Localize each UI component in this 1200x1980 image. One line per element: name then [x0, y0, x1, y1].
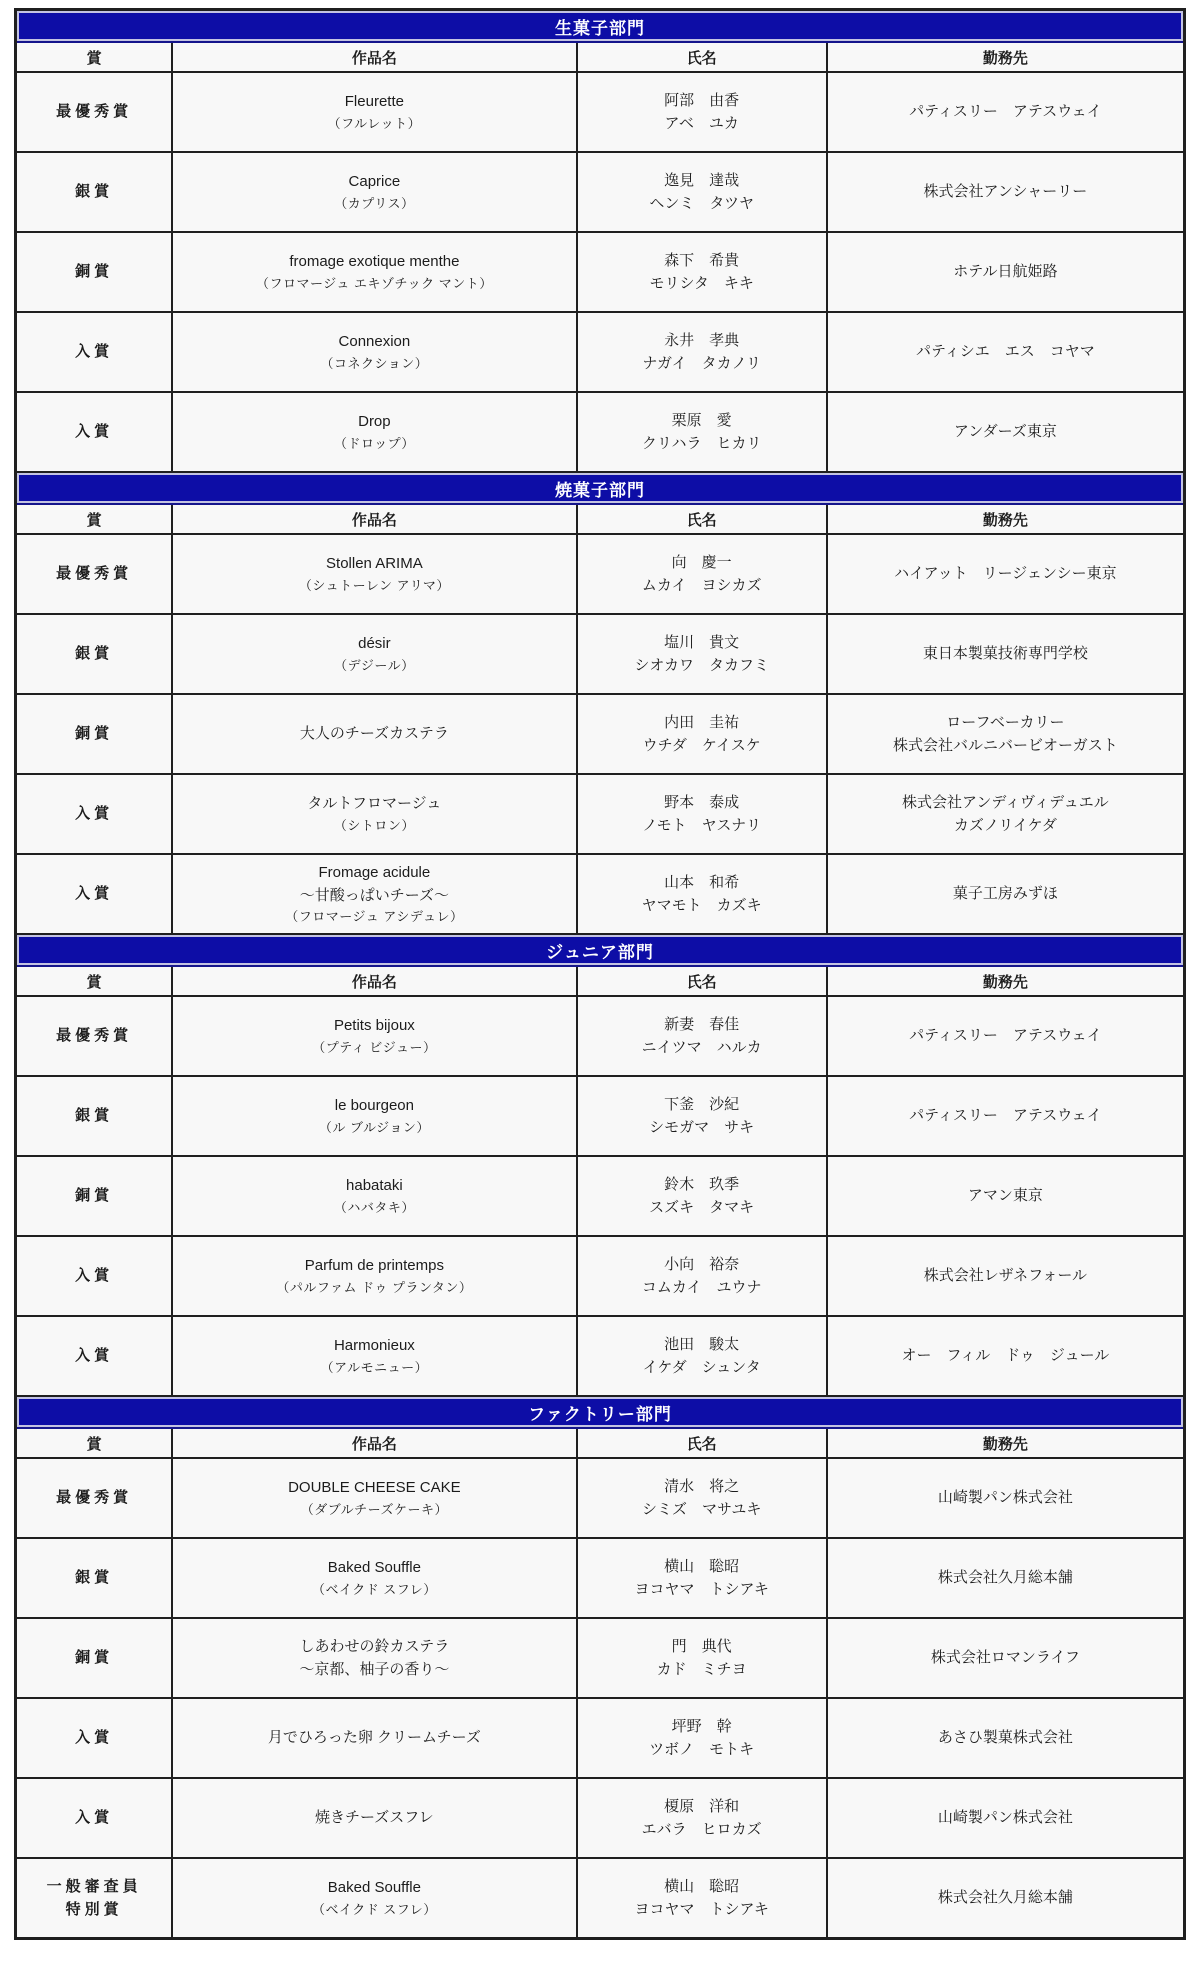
work-line: fromage exotique menthe	[289, 253, 460, 271]
award-line: 特別賞	[65, 1901, 123, 1918]
name-line: 小向 裕奈	[664, 1255, 740, 1273]
column-header-name: 氏名	[577, 966, 827, 996]
work-cell	[172, 152, 576, 232]
result-row	[16, 72, 1185, 152]
award-line: 銀賞	[75, 183, 114, 201]
employer-cell	[827, 996, 1185, 1076]
work-line: Drop	[358, 413, 391, 431]
column-header-row	[16, 42, 1185, 72]
employer-cell	[827, 1156, 1185, 1236]
result-row	[16, 1698, 1185, 1778]
award-line: 入賞	[75, 343, 114, 361]
name-line: エバラ ヒロカズ	[641, 1821, 762, 1838]
employer-cell	[827, 1858, 1185, 1939]
name-line: 池田 駿太	[664, 1335, 740, 1353]
work-line: 焼きチーズスフレ	[315, 1809, 434, 1827]
result-row	[16, 694, 1185, 774]
work-cell	[172, 1778, 576, 1858]
work-line: （ドロップ）	[333, 435, 415, 451]
work-line: （フロマージュ エキゾチック マント）	[255, 275, 493, 291]
name-cell	[577, 996, 827, 1076]
column-header-work: 作品名	[172, 1428, 576, 1458]
result-row	[16, 1458, 1185, 1538]
employer-cell	[827, 614, 1185, 694]
employer-line: ホテル日航姫路	[953, 263, 1058, 281]
employer-cell	[827, 854, 1185, 934]
employer-line: 山崎製パン株式会社	[937, 1489, 1073, 1507]
award-line: 入賞	[75, 805, 114, 823]
result-row	[16, 854, 1185, 934]
name-line: ニイツマ ハルカ	[641, 1039, 762, 1056]
work-cell	[172, 1076, 576, 1156]
name-cell	[577, 152, 827, 232]
name-cell	[577, 854, 827, 934]
work-line: （アルモニュー）	[320, 1359, 429, 1375]
name-line: アベ ユカ	[664, 115, 739, 132]
name-line: ナガイ タカノリ	[642, 355, 762, 372]
name-line: シオカワ タカフミ	[634, 657, 769, 674]
employer-line: 株式会社アンシャーリー	[923, 183, 1088, 201]
name-cell	[577, 1618, 827, 1698]
name-line: 新妻 春佳	[664, 1015, 740, 1033]
work-line: Baked Souffle	[327, 1879, 421, 1897]
name-line: 森下 希貴	[664, 251, 740, 269]
award-cell	[16, 1076, 173, 1156]
work-line: （ベイクド スフレ）	[311, 1581, 437, 1597]
work-cell	[172, 1538, 576, 1618]
column-header-row	[16, 966, 1185, 996]
employer-cell	[827, 72, 1185, 152]
name-line: クリハラ ヒカリ	[641, 435, 762, 452]
award-cell	[16, 1236, 173, 1316]
work-line: Parfum de printemps	[304, 1257, 444, 1275]
employer-cell	[827, 1458, 1185, 1538]
work-line: Petits bijoux	[333, 1017, 415, 1035]
award-cell	[16, 1156, 173, 1236]
award-cell	[16, 854, 173, 934]
work-line: désir	[358, 635, 391, 653]
result-row	[16, 1076, 1185, 1156]
work-cell	[172, 694, 576, 774]
column-header-employer: 勤務先	[827, 42, 1185, 72]
name-line: 阿部 由香	[664, 91, 740, 109]
award-cell	[16, 534, 173, 614]
name-line: コムカイ ユウナ	[641, 1279, 762, 1296]
award-line: 最優秀賞	[56, 1489, 133, 1507]
award-line: 入賞	[75, 885, 114, 903]
award-cell	[16, 1858, 173, 1939]
work-cell	[172, 774, 576, 854]
name-line: 逸見 達哉	[664, 171, 740, 189]
employer-line: ローフベーカリー	[946, 713, 1065, 731]
name-cell	[577, 774, 827, 854]
award-cell	[16, 1458, 173, 1538]
name-line: 向 慶一	[671, 553, 732, 571]
name-cell	[577, 392, 827, 472]
award-line: 最優秀賞	[56, 565, 133, 583]
name-cell	[577, 232, 827, 312]
work-line: Caprice	[348, 173, 401, 191]
work-line: （ダブルチーズケーキ）	[300, 1501, 449, 1517]
work-cell	[172, 614, 576, 694]
award-line: 最優秀賞	[56, 1027, 133, 1045]
result-row	[16, 1858, 1185, 1939]
award-cell	[16, 392, 173, 472]
employer-line: 菓子工房みずほ	[952, 885, 1058, 903]
name-line: 坪野 幹	[671, 1717, 732, 1735]
employer-line: 株式会社久月総本舗	[937, 1889, 1073, 1907]
award-cell	[16, 1698, 173, 1778]
result-row	[16, 774, 1185, 854]
work-line: le bourgeon	[334, 1097, 414, 1115]
section-header: ファクトリー部門	[16, 1396, 1185, 1428]
name-line: ムカイ ヨシカズ	[641, 577, 762, 594]
work-line: Connexion	[338, 333, 411, 351]
work-cell	[172, 312, 576, 392]
award-cell	[16, 232, 173, 312]
award-line: 銀賞	[75, 1107, 114, 1125]
award-cell	[16, 774, 173, 854]
work-line: （フルレット）	[327, 115, 422, 131]
work-line: Baked Souffle	[327, 1559, 421, 1577]
column-header-award: 賞	[16, 42, 173, 72]
name-cell	[577, 1156, 827, 1236]
work-line: DOUBLE CHEESE CAKE	[288, 1479, 461, 1497]
name-line: シモガマ サキ	[649, 1119, 755, 1136]
award-cell	[16, 72, 173, 152]
employer-line: パティスリー アテスウェイ	[909, 103, 1102, 121]
employer-cell	[827, 232, 1185, 312]
name-cell	[577, 1458, 827, 1538]
column-header-row	[16, 1428, 1185, 1458]
column-header-work: 作品名	[172, 42, 576, 72]
column-header-employer: 勤務先	[827, 966, 1185, 996]
award-line: 銀賞	[75, 645, 114, 663]
name-line: 永井 孝典	[664, 331, 740, 349]
award-cell	[16, 1538, 173, 1618]
work-cell	[172, 534, 576, 614]
result-row	[16, 534, 1185, 614]
result-row	[16, 614, 1185, 694]
work-line: （ベイクド スフレ）	[311, 1901, 437, 1917]
employer-line: カズノリイケダ	[953, 817, 1057, 834]
employer-cell	[827, 534, 1185, 614]
work-cell	[172, 1316, 576, 1396]
employer-cell	[827, 312, 1185, 392]
award-line: 最優秀賞	[56, 103, 133, 121]
name-line: ヨコヤマ トシアキ	[634, 1581, 769, 1598]
work-cell	[172, 1618, 576, 1698]
name-line: 下釜 沙紀	[664, 1095, 740, 1113]
employer-cell	[827, 1538, 1185, 1618]
name-line: 横山 聡昭	[664, 1557, 740, 1575]
name-cell	[577, 1858, 827, 1939]
name-line: モリシタ キキ	[649, 275, 754, 292]
work-line: （カプリス）	[334, 195, 415, 211]
work-cell	[172, 1156, 576, 1236]
employer-line: 株式会社久月総本舗	[937, 1569, 1073, 1587]
employer-cell	[827, 1076, 1185, 1156]
award-cell	[16, 614, 173, 694]
name-line: 鈴木 玖季	[664, 1175, 740, 1193]
award-line: 入賞	[75, 1809, 114, 1827]
work-cell	[172, 232, 576, 312]
result-row	[16, 996, 1185, 1076]
work-cell	[172, 392, 576, 472]
work-line: （シトロン）	[333, 817, 415, 833]
employer-line: オー フィル ドゥ ジュール	[901, 1347, 1110, 1365]
result-row	[16, 232, 1185, 312]
employer-line: 東日本製菓技術専門学校	[922, 645, 1088, 663]
column-header-award: 賞	[16, 966, 173, 996]
award-cell	[16, 694, 173, 774]
result-row	[16, 1538, 1185, 1618]
name-line: 栗原 愛	[671, 411, 732, 429]
name-line: 塩川 貴文	[664, 633, 740, 651]
employer-cell	[827, 1618, 1185, 1698]
award-line: 入賞	[75, 1267, 114, 1285]
work-cell	[172, 1858, 576, 1939]
award-line: 銅賞	[75, 1649, 114, 1667]
work-line: 大人のチーズカステラ	[299, 725, 449, 743]
column-header-work: 作品名	[172, 504, 576, 534]
result-row	[16, 1236, 1185, 1316]
work-line: 月でひろった卵 クリームチーズ	[267, 1729, 481, 1747]
employer-cell	[827, 1236, 1185, 1316]
result-row	[16, 1778, 1185, 1858]
work-line: （コネクション）	[320, 355, 429, 371]
result-row	[16, 1316, 1185, 1396]
result-row	[16, 1618, 1185, 1698]
name-line: ウチダ ケイスケ	[642, 737, 761, 754]
name-cell	[577, 1236, 827, 1316]
work-line: habataki	[346, 1177, 403, 1195]
employer-line: 株式会社バルニバービオーガスト	[893, 737, 1118, 754]
work-line: Fleurette	[344, 93, 404, 111]
name-line: ヘンミ タツヤ	[649, 195, 754, 212]
employer-line: 株式会社ロマンライフ	[930, 1649, 1080, 1667]
name-cell	[577, 614, 827, 694]
award-line: 入賞	[75, 1347, 114, 1365]
column-header-award: 賞	[16, 504, 173, 534]
work-line: タルトフロマージュ	[307, 795, 442, 813]
section-header: ジュニア部門	[16, 934, 1185, 966]
work-line: ～京都、柚子の香り～	[299, 1661, 450, 1678]
name-cell	[577, 1076, 827, 1156]
section-header: 焼菓子部門	[16, 472, 1185, 504]
name-cell	[577, 312, 827, 392]
employer-cell	[827, 1698, 1185, 1778]
award-cell	[16, 1316, 173, 1396]
name-line: 榎原 洋和	[664, 1797, 740, 1815]
employer-line: 株式会社レザネフォール	[923, 1267, 1088, 1285]
employer-line: パティシエ エス コヤマ	[915, 343, 1095, 361]
employer-line: アンダーズ東京	[953, 423, 1057, 441]
column-header-name: 氏名	[577, 504, 827, 534]
employer-line: アマン東京	[967, 1187, 1043, 1205]
employer-line: パティスリー アテスウェイ	[909, 1107, 1102, 1125]
employer-cell	[827, 1316, 1185, 1396]
work-line: （プティ ビジュー）	[312, 1039, 437, 1055]
work-cell	[172, 996, 576, 1076]
employer-line: あさひ製菓株式会社	[937, 1729, 1073, 1747]
name-cell	[577, 1538, 827, 1618]
work-line: （ハバタキ）	[333, 1199, 415, 1215]
work-cell	[172, 1236, 576, 1316]
name-cell	[577, 1698, 827, 1778]
name-line: カド ミチヨ	[656, 1661, 747, 1678]
employer-cell	[827, 694, 1185, 774]
column-header-award: 賞	[16, 1428, 173, 1458]
name-line: ノモト ヤスナリ	[642, 817, 762, 834]
employer-line: ハイアット リージェンシー東京	[894, 565, 1117, 583]
name-line: スズキ タマキ	[649, 1199, 755, 1216]
work-line: Stollen ARIMA	[326, 555, 423, 573]
section-header: 生菓子部門	[16, 10, 1185, 43]
work-cell	[172, 1698, 576, 1778]
award-cell	[16, 996, 173, 1076]
employer-line: 山崎製パン株式会社	[937, 1809, 1073, 1827]
work-line: しあわせの鈴カステラ	[299, 1637, 450, 1655]
work-line: （シュトーレン アリマ）	[298, 577, 450, 593]
name-line: ツボノ モトキ	[649, 1741, 755, 1758]
work-cell	[172, 72, 576, 152]
name-line: イケダ シュンタ	[642, 1359, 761, 1376]
award-cell	[16, 1778, 173, 1858]
work-line: Harmonieux	[333, 1337, 415, 1355]
name-line: 横山 聡昭	[664, 1877, 740, 1895]
award-line: 銅賞	[75, 725, 114, 743]
result-row	[16, 152, 1185, 232]
name-line: ヨコヤマ トシアキ	[634, 1901, 769, 1918]
name-line: 門 典代	[671, 1637, 732, 1655]
employer-cell	[827, 392, 1185, 472]
column-header-name: 氏名	[577, 1428, 827, 1458]
name-cell	[577, 694, 827, 774]
name-cell	[577, 1778, 827, 1858]
award-line: 入賞	[75, 423, 114, 441]
work-line: （パルファム ドゥ プランタン）	[276, 1279, 473, 1295]
work-line: （フロマージュ アシデュレ）	[285, 909, 464, 925]
name-cell	[577, 1316, 827, 1396]
employer-cell	[827, 1778, 1185, 1858]
award-line: 一般審査員	[46, 1877, 142, 1895]
name-line: 清水 将之	[664, 1477, 740, 1495]
work-line: ～甘酸っぱいチーズ～	[299, 886, 449, 904]
column-header-work: 作品名	[172, 966, 576, 996]
result-row	[16, 392, 1185, 472]
results-table-body	[16, 10, 1185, 1939]
award-cell	[16, 312, 173, 392]
award-line: 入賞	[75, 1729, 114, 1747]
name-line: 山本 和希	[664, 873, 740, 891]
employer-line: 株式会社アンディヴィデュエル	[901, 793, 1109, 811]
award-results-table	[14, 8, 1186, 1940]
name-cell	[577, 72, 827, 152]
award-line: 銀賞	[75, 1569, 114, 1587]
result-row	[16, 1156, 1185, 1236]
name-line: ヤマモト カズキ	[641, 897, 762, 914]
work-line: Fromage acidule	[318, 863, 431, 881]
name-cell	[577, 534, 827, 614]
award-line: 銅賞	[75, 263, 114, 281]
name-line: 内田 圭祐	[664, 713, 740, 731]
result-row	[16, 312, 1185, 392]
award-cell	[16, 152, 173, 232]
employer-cell	[827, 774, 1185, 854]
work-line: （ル ブルジョン）	[318, 1119, 430, 1135]
work-line: （デジール）	[334, 657, 415, 673]
name-line: シミズ マサユキ	[641, 1501, 762, 1518]
name-line: 野本 泰成	[664, 793, 740, 811]
column-header-row	[16, 504, 1185, 534]
award-cell	[16, 1618, 173, 1698]
work-cell	[172, 1458, 576, 1538]
award-line: 銅賞	[75, 1187, 114, 1205]
employer-cell	[827, 152, 1185, 232]
column-header-employer: 勤務先	[827, 1428, 1185, 1458]
column-header-employer: 勤務先	[827, 504, 1185, 534]
employer-line: パティスリー アテスウェイ	[909, 1027, 1102, 1045]
column-header-name: 氏名	[577, 42, 827, 72]
work-cell	[172, 854, 576, 934]
